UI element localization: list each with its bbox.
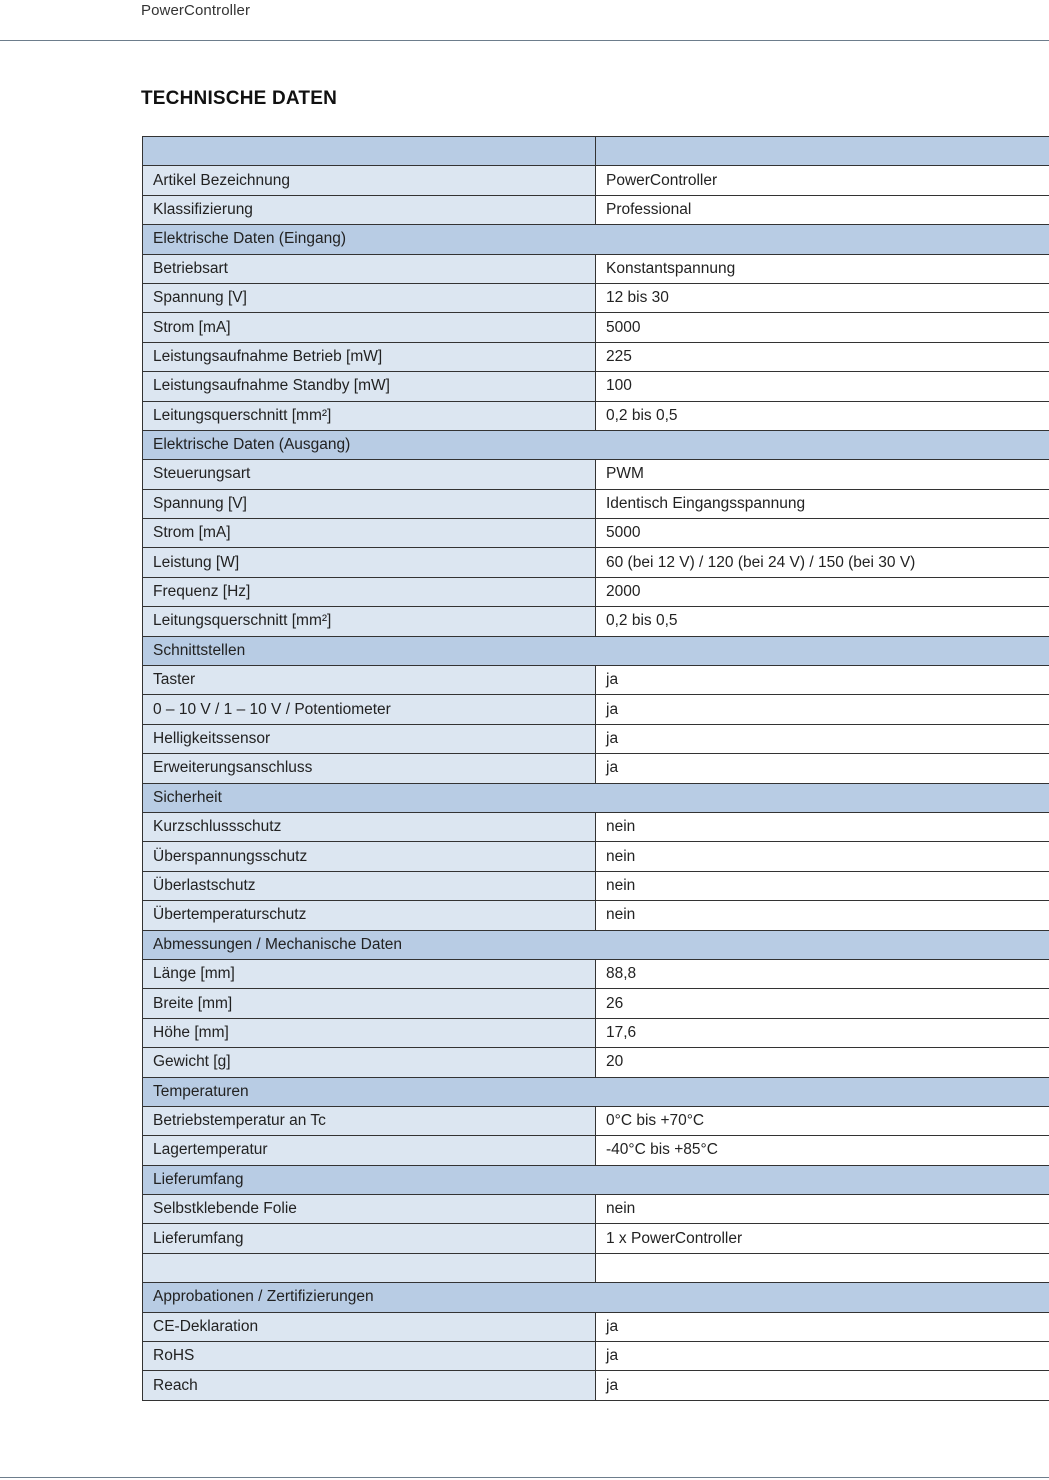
table-row bbox=[143, 842, 1049, 871]
spec-value: 5000 bbox=[596, 519, 1049, 548]
spec-value: nein bbox=[596, 901, 1049, 930]
table-row bbox=[143, 254, 1049, 283]
spec-label: Höhe [mm] bbox=[143, 1018, 596, 1047]
spec-value: 5000 bbox=[596, 313, 1049, 342]
table-row bbox=[143, 460, 1049, 489]
spec-value: ja bbox=[596, 695, 1049, 724]
spec-value: 17,6 bbox=[596, 1018, 1049, 1047]
spec-label: Klassifizierung bbox=[143, 195, 596, 224]
spec-label: Helligkeitssensor bbox=[143, 724, 596, 753]
spec-label: Betriebsart bbox=[143, 254, 596, 283]
table-row bbox=[143, 519, 1049, 548]
table-row bbox=[143, 548, 1049, 577]
table-row bbox=[143, 871, 1049, 900]
section-heading: Approbationen / Zertifizierungen bbox=[143, 1283, 1049, 1312]
spec-label: Breite [mm] bbox=[143, 989, 596, 1018]
spec-label: Artikel Bezeichnung bbox=[143, 166, 596, 195]
spec-label: Übertemperaturschutz bbox=[143, 901, 596, 930]
spec-label: Überlastschutz bbox=[143, 871, 596, 900]
spec-label: Leistung [W] bbox=[143, 548, 596, 577]
spec-value: nein bbox=[596, 842, 1049, 871]
spec-label: Reach bbox=[143, 1371, 596, 1400]
spec-value: 0,2 bis 0,5 bbox=[596, 607, 1049, 636]
spec-label: Leistungsaufnahme Standby [mW] bbox=[143, 372, 596, 401]
table-row bbox=[143, 607, 1049, 636]
table-row bbox=[143, 1106, 1049, 1135]
spec-value: 12 bis 30 bbox=[596, 283, 1049, 312]
table-header-cell bbox=[596, 137, 1049, 166]
section-heading: Temperaturen bbox=[143, 1077, 1049, 1106]
spec-label: Leitungsquerschnitt [mm²] bbox=[143, 607, 596, 636]
spec-value: Identisch Eingangsspannung bbox=[596, 489, 1049, 518]
table-row bbox=[143, 195, 1049, 224]
table-row bbox=[143, 1224, 1049, 1253]
table-section-row bbox=[143, 430, 1049, 459]
section-heading: Sicherheit bbox=[143, 783, 1049, 812]
spec-label: RoHS bbox=[143, 1342, 596, 1371]
table-row bbox=[143, 1371, 1049, 1400]
table-row bbox=[143, 1048, 1049, 1077]
spec-label: Betriebstemperatur an Tc bbox=[143, 1106, 596, 1135]
spec-value: ja bbox=[596, 754, 1049, 783]
spec-value: nein bbox=[596, 1195, 1049, 1224]
table-row bbox=[143, 342, 1049, 371]
spec-value bbox=[596, 1253, 1049, 1282]
technical-data-table bbox=[142, 136, 1049, 1401]
spec-value: nein bbox=[596, 871, 1049, 900]
table-row bbox=[143, 1342, 1049, 1371]
spec-label: Selbstklebende Folie bbox=[143, 1195, 596, 1224]
spec-value: 20 bbox=[596, 1048, 1049, 1077]
spec-label: Taster bbox=[143, 666, 596, 695]
spec-value: Konstantspannung bbox=[596, 254, 1049, 283]
table-section-row bbox=[143, 1077, 1049, 1106]
table-body bbox=[143, 166, 1049, 1400]
spec-label: Strom [mA] bbox=[143, 313, 596, 342]
spec-label bbox=[143, 1253, 596, 1282]
spec-value: 0°C bis +70°C bbox=[596, 1106, 1049, 1135]
table-row bbox=[143, 489, 1049, 518]
spec-value: PWM bbox=[596, 460, 1049, 489]
table-section-row bbox=[143, 636, 1049, 665]
spec-value: ja bbox=[596, 1342, 1049, 1371]
spec-label: Länge [mm] bbox=[143, 959, 596, 988]
section-heading: Lieferumfang bbox=[143, 1165, 1049, 1194]
section-heading: Elektrische Daten (Eingang) bbox=[143, 225, 1049, 254]
table-row bbox=[143, 1136, 1049, 1165]
footer-divider bbox=[0, 1477, 1049, 1478]
spec-label: Spannung [V] bbox=[143, 489, 596, 518]
spec-value: PowerController bbox=[596, 166, 1049, 195]
table-row bbox=[143, 754, 1049, 783]
table-row bbox=[143, 989, 1049, 1018]
table-row bbox=[143, 1253, 1049, 1282]
spec-label: Steuerungsart bbox=[143, 460, 596, 489]
table-row bbox=[143, 1018, 1049, 1047]
spec-value: ja bbox=[596, 1312, 1049, 1341]
spec-value: 0,2 bis 0,5 bbox=[596, 401, 1049, 430]
spec-label: Frequenz [Hz] bbox=[143, 577, 596, 606]
table-row bbox=[143, 1312, 1049, 1341]
table-row bbox=[143, 283, 1049, 312]
table-row bbox=[143, 901, 1049, 930]
table-row bbox=[143, 724, 1049, 753]
table-header-row bbox=[143, 137, 1049, 166]
spec-label: Gewicht [g] bbox=[143, 1048, 596, 1077]
header-divider bbox=[0, 40, 1049, 41]
section-heading: Abmessungen / Mechanische Daten bbox=[143, 930, 1049, 959]
spec-label: Erweiterungsanschluss bbox=[143, 754, 596, 783]
spec-value: 60 (bei 12 V) / 120 (bei 24 V) / 150 (bei 30 V) bbox=[596, 548, 1049, 577]
spec-label: CE-Deklaration bbox=[143, 1312, 596, 1341]
table-row bbox=[143, 959, 1049, 988]
spec-value: 100 bbox=[596, 372, 1049, 401]
spec-value: ja bbox=[596, 724, 1049, 753]
table-row bbox=[143, 666, 1049, 695]
table-section-row bbox=[143, 225, 1049, 254]
table-row bbox=[143, 695, 1049, 724]
spec-value: 26 bbox=[596, 989, 1049, 1018]
table-header-cell bbox=[143, 137, 596, 166]
spec-label: Strom [mA] bbox=[143, 519, 596, 548]
table-row bbox=[143, 1195, 1049, 1224]
spec-label: Leitungsquerschnitt [mm²] bbox=[143, 401, 596, 430]
spec-label: Spannung [V] bbox=[143, 283, 596, 312]
table-section-row bbox=[143, 1283, 1049, 1312]
spec-label: Leistungsaufnahme Betrieb [mW] bbox=[143, 342, 596, 371]
table-row bbox=[143, 313, 1049, 342]
spec-value: ja bbox=[596, 666, 1049, 695]
spec-label: Lieferumfang bbox=[143, 1224, 596, 1253]
section-heading: Elektrische Daten (Ausgang) bbox=[143, 430, 1049, 459]
spec-value: 2000 bbox=[596, 577, 1049, 606]
table-section-row bbox=[143, 930, 1049, 959]
table-row bbox=[143, 166, 1049, 195]
table-row bbox=[143, 372, 1049, 401]
spec-value: 88,8 bbox=[596, 959, 1049, 988]
table-section-row bbox=[143, 783, 1049, 812]
table-row bbox=[143, 577, 1049, 606]
spec-label: Kurzschlussschutz bbox=[143, 812, 596, 841]
spec-value: ja bbox=[596, 1371, 1049, 1400]
spec-value: 1 x PowerController bbox=[596, 1224, 1049, 1253]
spec-value: nein bbox=[596, 812, 1049, 841]
spec-value: 225 bbox=[596, 342, 1049, 371]
table-row bbox=[143, 812, 1049, 841]
header-title: PowerController bbox=[141, 2, 251, 19]
spec-value: Professional bbox=[596, 195, 1049, 224]
page-title: TECHNISCHE DATEN bbox=[141, 88, 338, 109]
spec-value: -40°C bis +85°C bbox=[596, 1136, 1049, 1165]
spec-label: Überspannungsschutz bbox=[143, 842, 596, 871]
spec-label: Lagertemperatur bbox=[143, 1136, 596, 1165]
section-heading: Schnittstellen bbox=[143, 636, 1049, 665]
table-section-row bbox=[143, 1165, 1049, 1194]
spec-label: 0 – 10 V / 1 – 10 V / Potentiometer bbox=[143, 695, 596, 724]
table-row bbox=[143, 401, 1049, 430]
